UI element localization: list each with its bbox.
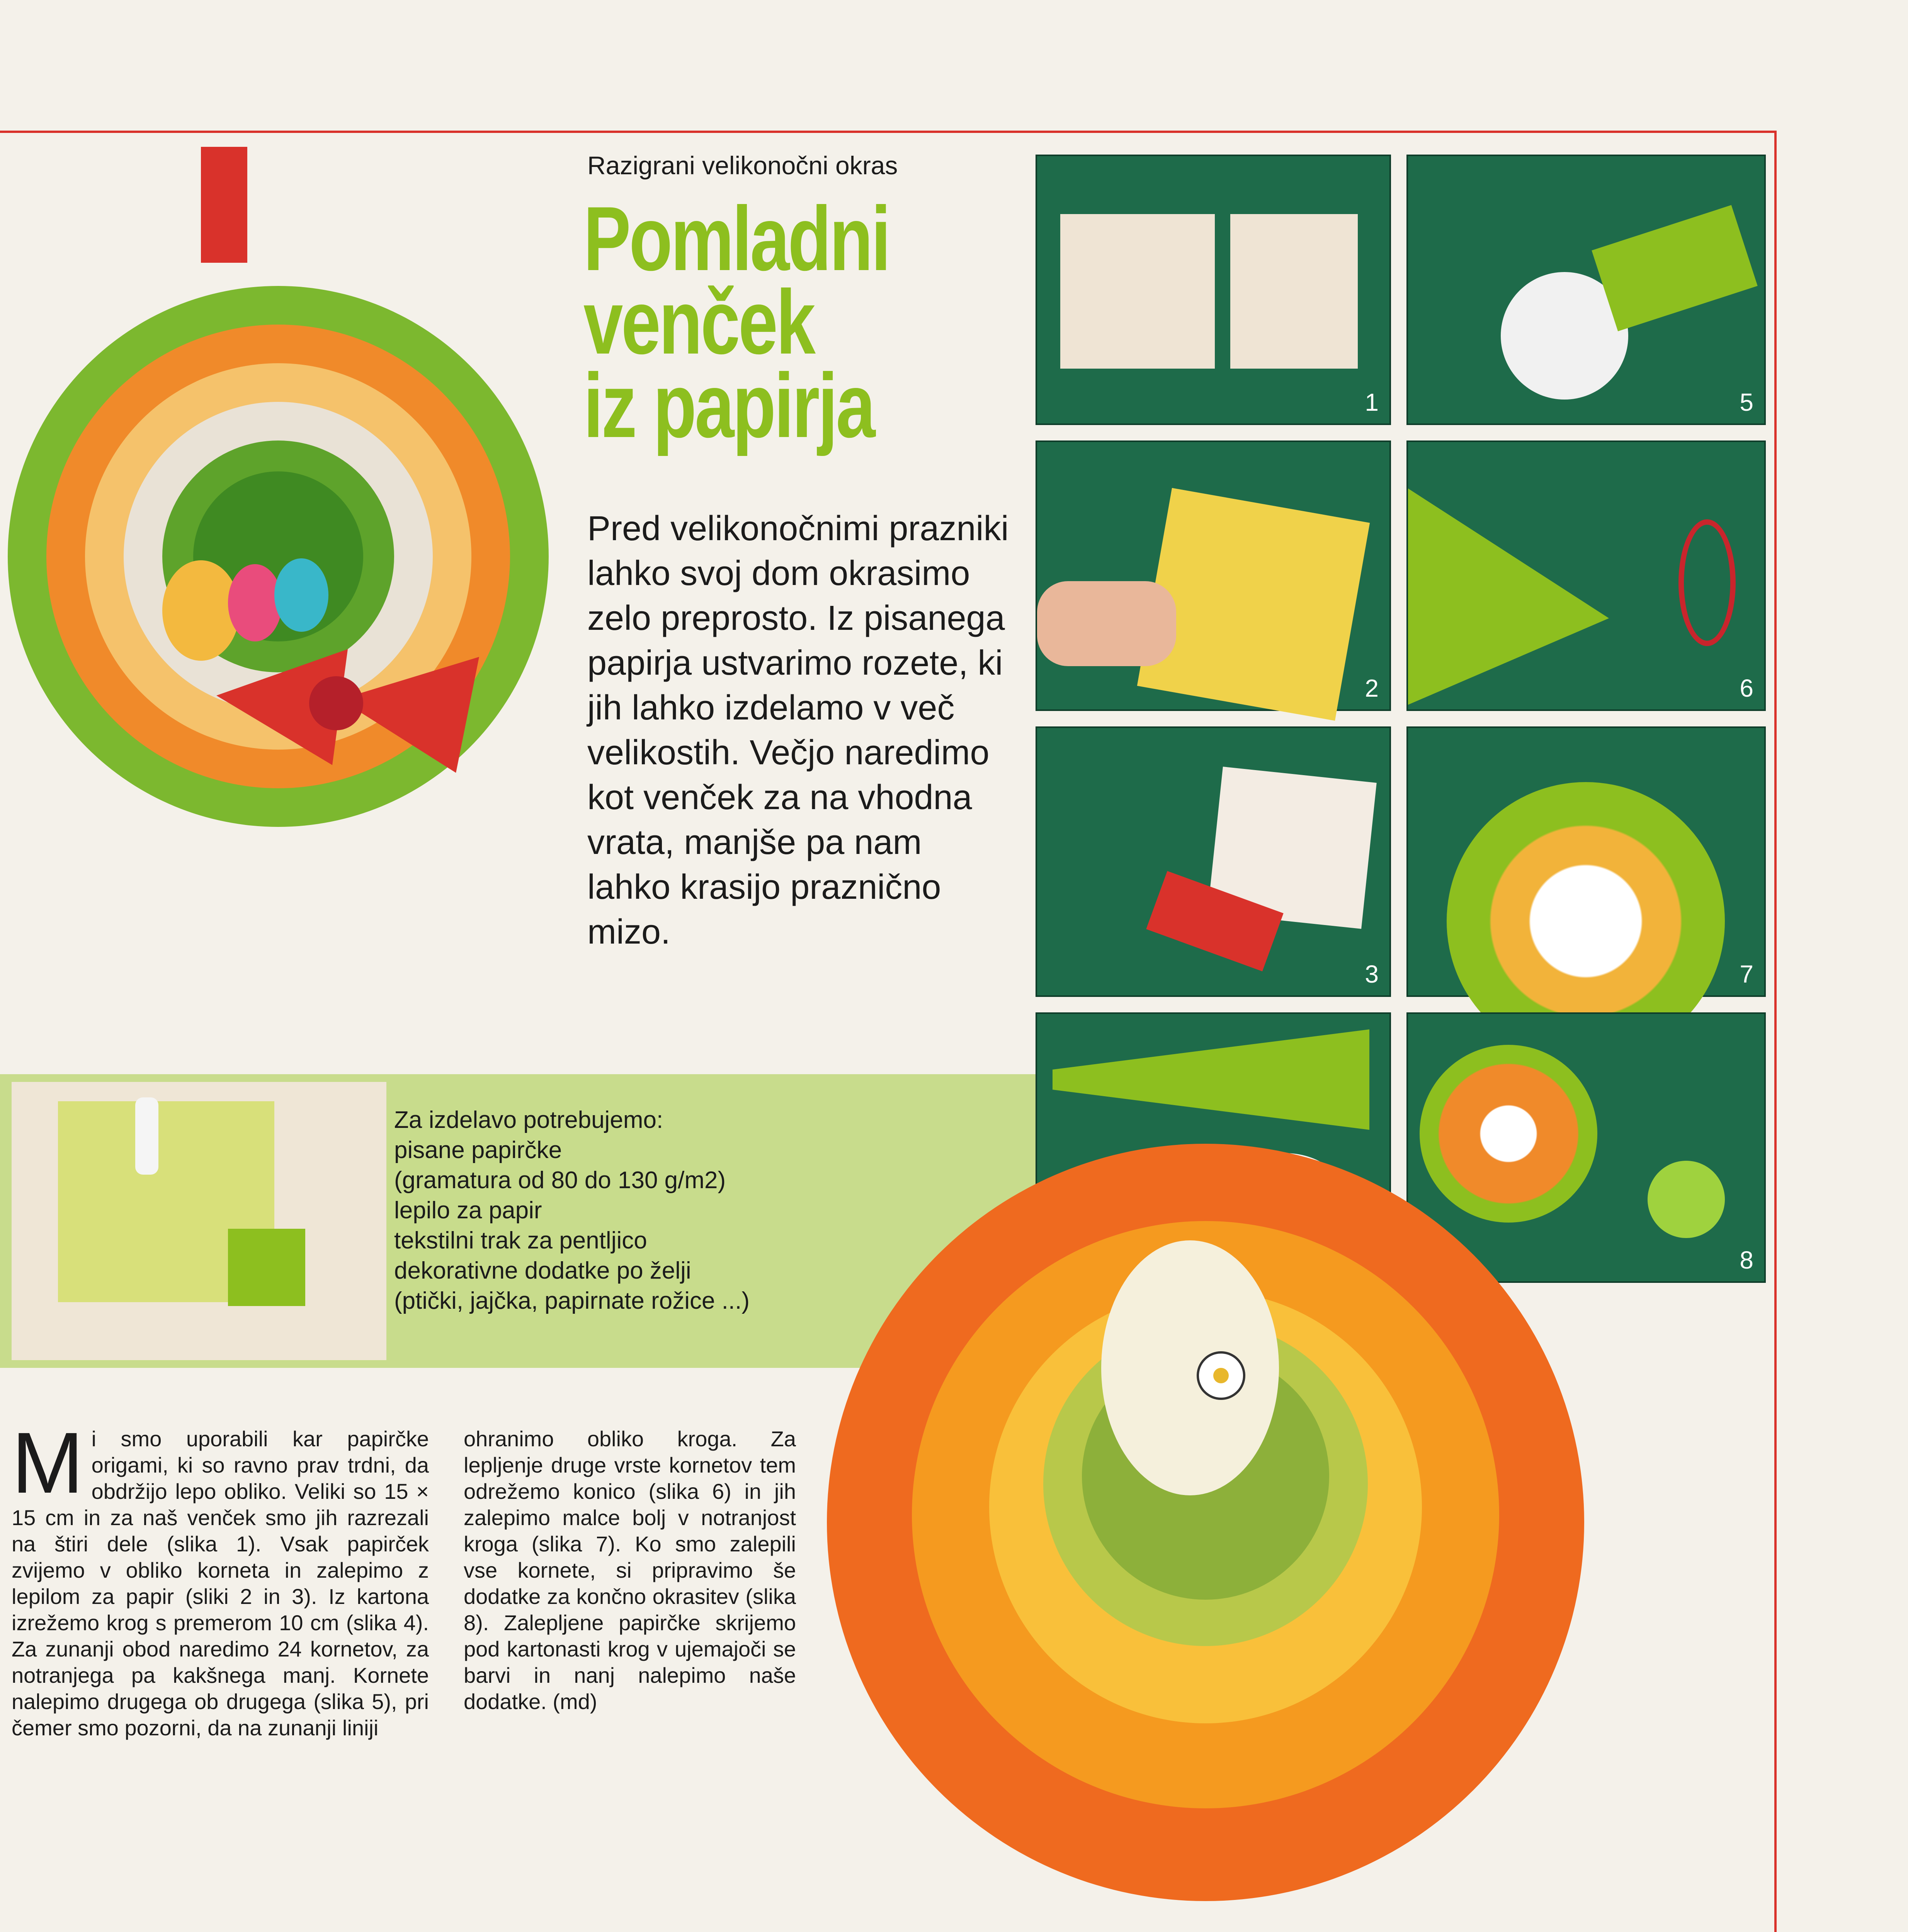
materials-item: lepilo za papir	[394, 1197, 542, 1224]
materials-item: (ptički, jajčka, papirnate rožice ...)	[394, 1287, 750, 1314]
step-photo-6	[1406, 440, 1766, 711]
step-number: 5	[1740, 388, 1753, 416]
step-photo-7	[1406, 726, 1766, 997]
step-number: 1	[1365, 388, 1379, 416]
step-photo-2	[1036, 440, 1391, 711]
step-number: 3	[1365, 960, 1379, 988]
step-photo-1	[1036, 155, 1391, 425]
step-number: 8	[1740, 1246, 1753, 1274]
materials-item: (gramatura od 80 do 130 g/m2)	[394, 1167, 726, 1194]
title-line-2: venček	[583, 271, 814, 373]
step-number: 7	[1740, 960, 1753, 988]
body-text: ohranimo obliko kroga. Za lepljenje druge vrste kornetov tem odrežemo konico (slika 6) in jih zalepimo malce bolj v notranjost kroga (slika 7). Ko smo zalepili vse kornete, si pripravimo še dodatke za končno okrasitev (slika 8). Zalepljene papirčke skrijemo pod kartonasti krog v ujemajoči se barvi in nanj nalepimo naše dodatke. (md)	[464, 1427, 796, 1714]
kicker: Razigrani velikonočni okras	[587, 151, 898, 180]
materials-photo	[12, 1082, 386, 1360]
materials-item: dekorativne dodatke po želji	[394, 1257, 691, 1284]
step-number: 2	[1365, 674, 1379, 702]
step-photo-5	[1406, 155, 1766, 425]
step-photo-3	[1036, 726, 1391, 997]
body-column-1	[12, 1415, 429, 1741]
body-text: i smo uporabili kar papirčke origami, ki so ravno prav trdni, da obdržijo lepo obliko. Veliki so 15 × 15 cm in za naš venček smo jih razrezali na štiri dele (slika 1). Vsak papirček zvijemo v obliko korneta in zalepimo z lepilom za papir (sliki 2 in 3). Iz kartona izrežemo krog s premerom 10 cm (slika 4). Za zunanji obod naredimo 24 kornetov, za notranjega pa kakšnega manj. Kornete nalepimo drugega ob drugega (slika 5), pri čemer smo pozorni, da na zunanji liniji	[12, 1427, 429, 1740]
article-title	[583, 188, 915, 457]
materials-item: pisane papirčke	[394, 1137, 562, 1163]
intro-text: Pred velikonočnimi prazniki lahko svoj dom okrasimo zelo preprosto. Iz pisanega papirja ustvarimo rozete, ki jih lahko izdelamo v več velikostih. Večjo naredimo kot venček za na vhodna vrata, manjše pa nam lahko krasijo praznično mizo.	[587, 509, 1009, 951]
step-number: 6	[1740, 674, 1753, 702]
title-line-1: Pomladni	[583, 188, 889, 290]
materials-item: tekstilni trak za pentljico	[394, 1227, 647, 1254]
materials-heading: Za izdelavo potrebujemo:	[394, 1107, 663, 1133]
wreath-photo	[0, 147, 576, 935]
title-line-3: iz papirja	[583, 355, 874, 457]
drop-cap: M	[12, 1415, 84, 1511]
flower-egg-photo	[726, 1128, 1669, 1909]
